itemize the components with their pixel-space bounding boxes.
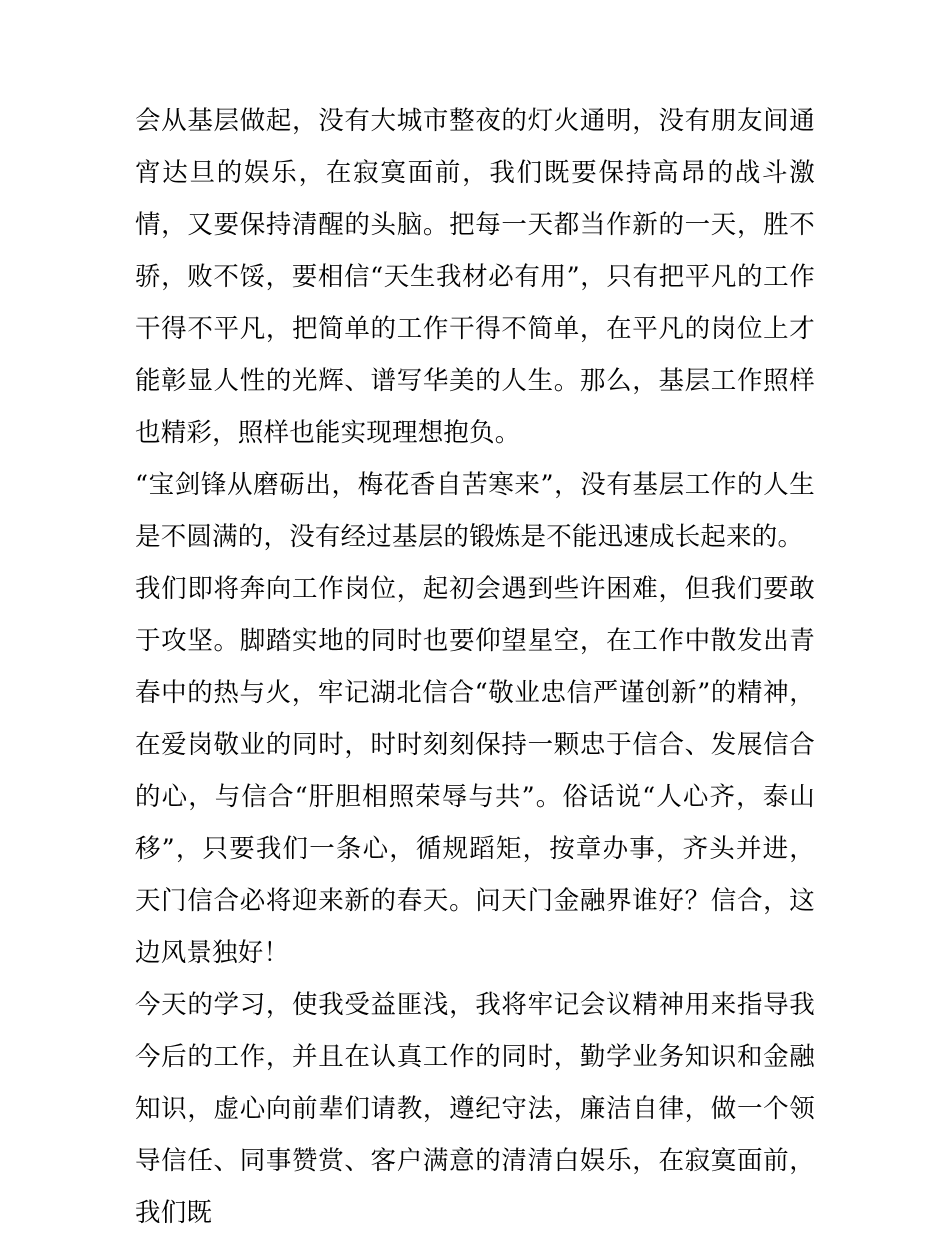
paragraph: 我们即将奔向工作岗位，起初会遇到些许困难，但我们要敢于攻坚。脚踏实地的同时也要仰望星空，在工作中散发出青春中的热与火，牢记湖北信合“敬业忠信严谨创新”的精神，在爱岗敬业的同时，时时刻刻保持一颗忠于信合、发展信合的心，与信合“肝胆相照荣辱与共”。俗话说“人心齐，泰山移”，只要我们一条心，循规蹈矩，按章办事，齐头并进，天门信合必将迎来新的春天。问天门金融界谁好？信合，这边风景独好！ bbox=[135, 574, 815, 968]
paragraph: “宝剑锋从磨砺出，梅花香自苦寒来”，没有基层工作的人生是不圆满的，没有经过基层的锻炼是不能迅速成长起来的。 bbox=[135, 470, 815, 552]
paragraph: 今天的学习，使我受益匪浅，我将牢记会议精神用来指导我今后的工作，并且在认真工作的同时，勤学业务知识和金融知识，虚心向前辈们请教，遵纪守法，廉洁自律，做一个领导信任、同事赞赏、客户满意的清清白娱乐，在寂寞面前，我们既 bbox=[135, 990, 815, 1228]
document-body bbox=[135, 95, 815, 1239]
paragraph: 会从基层做起，没有大城市整夜的灯火通明，没有朋友间通宵达旦的娱乐，在寂寞面前，我们既要保持高昂的战斗激情，又要保持清醒的头脑。把每一天都当作新的一天，胜不骄，败不馁，要相信“天生我材必有用”，只有把平凡的工作干得不平凡，把简单的工作干得不简单，在平凡的岗位上才能彰显人性的光辉、谱写华美的人生。那么，基层工作照样也精彩，照样也能实现理想抱负。 bbox=[135, 106, 815, 448]
